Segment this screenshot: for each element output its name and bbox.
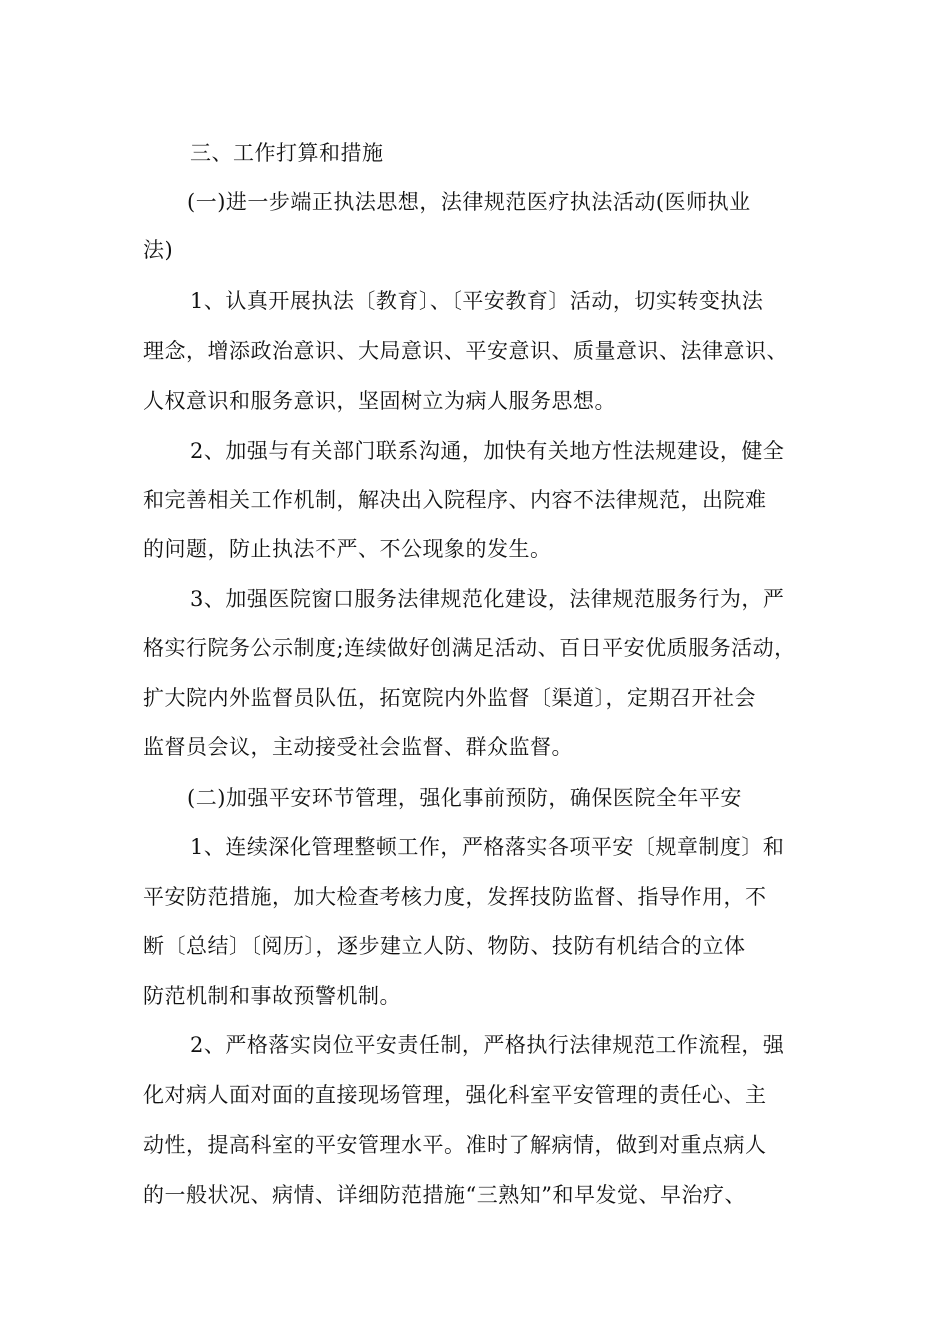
subsection-heading: (一)进一步端正执法思想，法律规范医疗执法活动(医师执业 xyxy=(187,190,751,214)
subsection-heading: (二)加强平安环节管理，强化事前预防，确保医院全年平安 xyxy=(187,786,742,810)
paragraph-line: 扩大院内外监督员队伍，拓宽院内外监督〔渠道〕，定期召开社会 xyxy=(143,686,756,710)
paragraph-line: 2、加强与有关部门联系沟通，加快有关地方性法规建设，健全 xyxy=(190,439,785,463)
paragraph-line: 3、加强医院窗口服务法律规范化建设，法律规范服务行为，严 xyxy=(190,587,785,611)
paragraph-line: 平安防范措施，加大检查考核力度，发挥技防监督、指导作用，不 xyxy=(143,885,767,909)
section-heading: 三、工作打算和措施 xyxy=(190,141,384,165)
paragraph-line: 化对病人面对面的直接现场管理，强化科室平安管理的责任心、主 xyxy=(143,1083,767,1107)
paragraph-line: 的问题，防止执法不严、不公现象的发生。 xyxy=(143,537,552,561)
paragraph-line: 动性，提高科室的平安管理水平。准时了解病情，做到对重点病人 xyxy=(143,1133,767,1157)
paragraph-line: 人权意识和服务意识，坚固树立为病人服务思想。 xyxy=(143,389,616,413)
paragraph-line: 2、严格落实岗位平安责任制，严格执行法律规范工作流程，强 xyxy=(190,1033,785,1057)
paragraph-line: 断〔总结〕〔阅历〕，逐步建立人防、物防、技防有机结合的立体 xyxy=(143,934,746,958)
paragraph-line: 防范机制和事故预警机制。 xyxy=(143,984,401,1008)
paragraph-line: 格实行院务公示制度;连续做好创满足活动、百日平安优质服务活动， xyxy=(143,636,796,660)
paragraph-line: 的一般状况、病情、详细防范措施“三熟知”和早发觉、早治疗、 xyxy=(143,1183,746,1207)
paragraph-line: 1、认真开展执法〔教育〕、〔平安教育〕活动，切实转变执法 xyxy=(190,289,764,313)
paragraph-line: 监督员会议，主动接受社会监督、群众监督。 xyxy=(143,735,573,759)
paragraph-line: 法) xyxy=(143,238,174,262)
paragraph-line: 1、连续深化管理整顿工作，严格落实各项平安〔规章制度〕和 xyxy=(190,835,785,859)
paragraph-line: 和完善相关工作机制，解决出入院程序、内容不法律规范，出院难 xyxy=(143,488,767,512)
paragraph-line: 理念，增添政治意识、大局意识、平安意识、质量意识、法律意识、 xyxy=(143,339,788,363)
